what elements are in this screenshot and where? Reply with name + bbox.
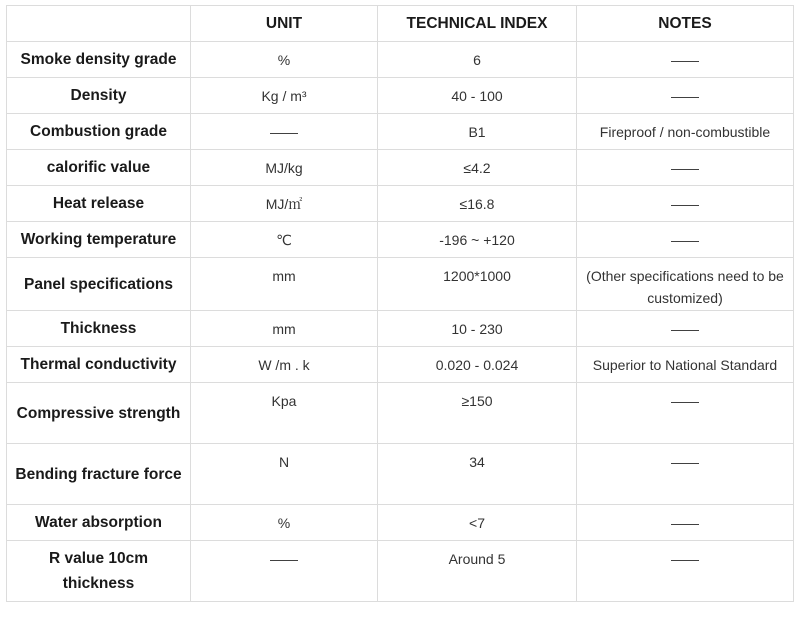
row-notes: —— — [577, 444, 794, 505]
table-row — [7, 114, 794, 150]
row-unit: N — [191, 444, 378, 505]
row-unit: mm — [191, 311, 378, 347]
row-notes: Superior to National Standard — [577, 347, 794, 383]
row-unit: W /m . k — [191, 347, 378, 383]
row-notes: —— — [577, 505, 794, 541]
header-technical-index: TECHNICAL INDEX — [378, 6, 577, 42]
row-parameter: Compressive strength — [7, 383, 191, 444]
row-technical-index: ≤4.2 — [378, 150, 577, 186]
technical-spec-table — [6, 5, 794, 602]
table-row — [7, 383, 794, 444]
table-row — [7, 505, 794, 541]
row-parameter: Water absorption — [7, 505, 191, 541]
row-notes: —— — [577, 541, 794, 602]
row-notes: —— — [577, 311, 794, 347]
row-parameter: Thickness — [7, 311, 191, 347]
row-notes: —— — [577, 383, 794, 444]
table-row — [7, 186, 794, 222]
row-notes: —— — [577, 78, 794, 114]
row-unit: —— — [191, 114, 378, 150]
row-parameter: Heat release — [7, 186, 191, 222]
row-technical-index: 10 - 230 — [378, 311, 577, 347]
row-technical-index: 6 — [378, 42, 577, 78]
table-row — [7, 150, 794, 186]
table-row — [7, 258, 794, 311]
row-unit: ℃ — [191, 222, 378, 258]
header-unit: UNIT — [191, 6, 378, 42]
row-notes: Fireproof / non-combustible — [577, 114, 794, 150]
table-row — [7, 541, 794, 602]
row-unit: MJ/kg — [191, 150, 378, 186]
table-row — [7, 347, 794, 383]
table-row — [7, 78, 794, 114]
table-row — [7, 42, 794, 78]
row-technical-index: B1 — [378, 114, 577, 150]
row-unit: Kg / m³ — [191, 78, 378, 114]
row-unit: Kpa — [191, 383, 378, 444]
row-notes: —— — [577, 42, 794, 78]
row-technical-index: <7 — [378, 505, 577, 541]
row-notes: —— — [577, 222, 794, 258]
row-unit: % — [191, 505, 378, 541]
row-unit: —— — [191, 541, 378, 602]
row-parameter: Density — [7, 78, 191, 114]
row-unit: mm — [191, 258, 378, 311]
table-header-row — [7, 6, 794, 42]
table-row — [7, 444, 794, 505]
header-parameter — [7, 6, 191, 42]
row-notes: —— — [577, 150, 794, 186]
row-technical-index: ≤16.8 — [378, 186, 577, 222]
row-unit: MJ/㎡ — [191, 186, 378, 222]
row-technical-index: ≥150 — [378, 383, 577, 444]
row-notes: —— — [577, 186, 794, 222]
row-technical-index: 34 — [378, 444, 577, 505]
row-parameter: Panel specifications — [7, 258, 191, 311]
table-row — [7, 222, 794, 258]
row-parameter: R value 10cm thickness — [7, 541, 191, 602]
row-parameter: calorific value — [7, 150, 191, 186]
table-row — [7, 311, 794, 347]
row-unit: % — [191, 42, 378, 78]
row-technical-index: 1200*1000 — [378, 258, 577, 311]
row-technical-index: 40 - 100 — [378, 78, 577, 114]
row-parameter: Combustion grade — [7, 114, 191, 150]
row-parameter: Working temperature — [7, 222, 191, 258]
row-technical-index: -196 ~ +120 — [378, 222, 577, 258]
header-notes: NOTES — [577, 6, 794, 42]
row-parameter: Smoke density grade — [7, 42, 191, 78]
row-notes: (Other specifications need to be customized) — [577, 258, 794, 311]
row-technical-index: 0.020 - 0.024 — [378, 347, 577, 383]
row-parameter: Bending fracture force — [7, 444, 191, 505]
row-technical-index: Around 5 — [378, 541, 577, 602]
row-parameter: Thermal conductivity — [7, 347, 191, 383]
spec-table-container — [6, 5, 794, 602]
